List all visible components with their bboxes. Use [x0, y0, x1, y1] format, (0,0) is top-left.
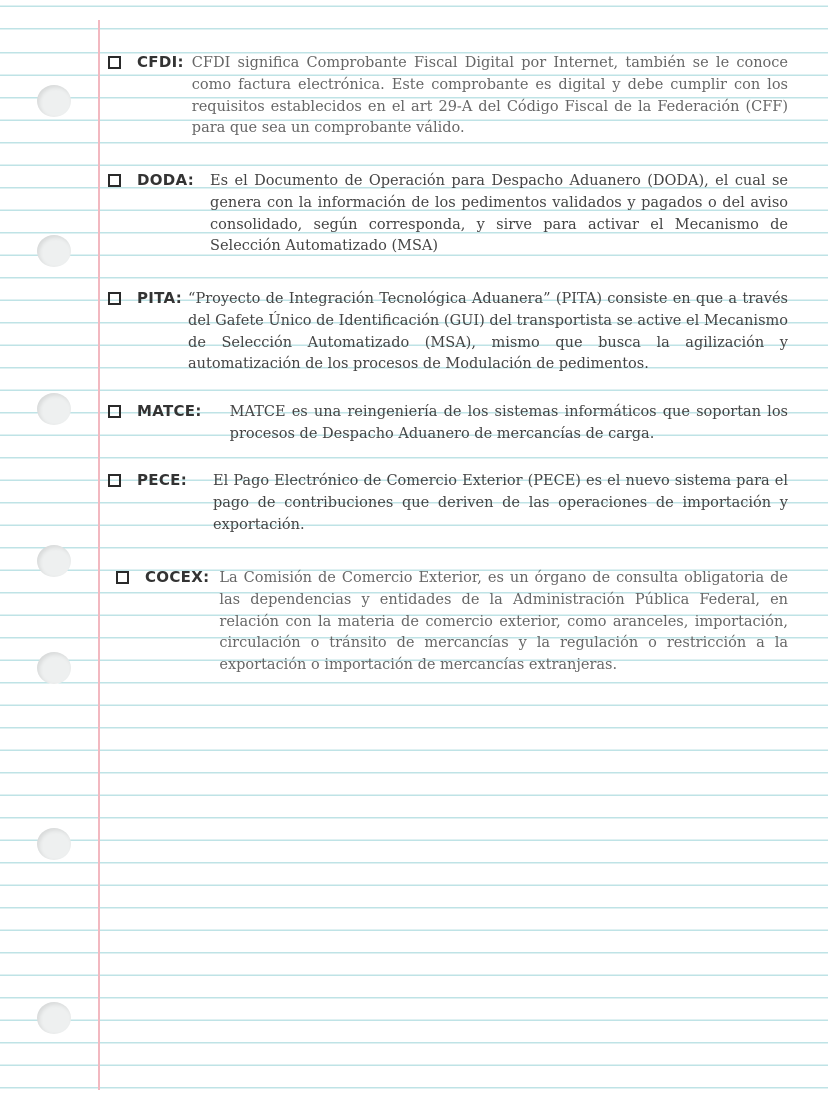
term-definition: Es el Documento de Operación para Despacho Aduanero (DODA), el cual se genera con la información de los pedimentos validados y pagados o del aviso consolidado, según corresponda, y sirve para activar el Mecanismo de Selección Automatizado (MSA) [210, 173, 788, 255]
term-label: MATCE: [137, 402, 202, 420]
term-definition: “Proyecto de Integración Tecnológica Aduanera” (PITA) consiste en que a través del Gafete Único de Identificación (GUI) del transportista se active el Mecanismo de Selección Automatizado (MSA), mismo que busca la agilización y automatización de los procesos de Modulación de pedimentos. [188, 291, 788, 373]
binder-hole [37, 1002, 71, 1034]
checkbox-icon [108, 174, 121, 187]
definition-entry-cfdi [108, 52, 788, 140]
binder-hole [37, 828, 71, 860]
term-definition: La Comisión de Comercio Exterior, es un órgano de consulta obligatoria de las dependencias y entidades de la Administración Pública Federal, en relación con la materia de comercio exterior, como aranceles, importación, circulación o tránsito de mercancías y la regulación o restricción a la exportación o importación de mercancías extranjeras. [219, 570, 788, 674]
checkbox-icon [108, 474, 121, 487]
term-label: COCEX: [145, 568, 210, 586]
checkbox-icon [116, 571, 129, 584]
term-definition: MATCE es una reingeniería de los sistemas informáticos que soportan los procesos de Despacho Aduanero de mercancías de carga. [229, 404, 788, 442]
definition-entry-cocex [116, 567, 788, 677]
definition-entry-pece [108, 470, 788, 536]
term-label: DODA: [137, 171, 195, 189]
checkbox-icon [108, 405, 121, 418]
checkbox-icon [108, 292, 121, 305]
definition-entry-pita [108, 288, 788, 376]
binder-hole [37, 235, 71, 267]
definition-entry-matce [108, 401, 788, 446]
checkbox-icon [108, 56, 121, 69]
term-definition: El Pago Electrónico de Comercio Exterior (PECE) es el nuevo sistema para el pago de contribuciones que deriven de las operaciones de importación y exportación. [213, 473, 788, 533]
term-label: CFDI: [137, 53, 184, 71]
margin-line [98, 20, 100, 1090]
binder-hole [37, 85, 71, 117]
definition-entry-doda [108, 170, 788, 258]
term-definition: CFDI significa Comprobante Fiscal Digital por Internet, también se le conoce como factura electrónica. Este comprobante es digital y debe cumplir con los requisitos establecidos en el art 29-A del Código Fiscal de la Federación (CFF) para que sea un comprobante válido. [191, 55, 788, 137]
term-label: PITA: [137, 289, 183, 307]
binder-hole [37, 545, 71, 577]
binder-hole [37, 393, 71, 425]
term-label: PECE: [137, 471, 187, 489]
binder-hole [37, 652, 71, 684]
